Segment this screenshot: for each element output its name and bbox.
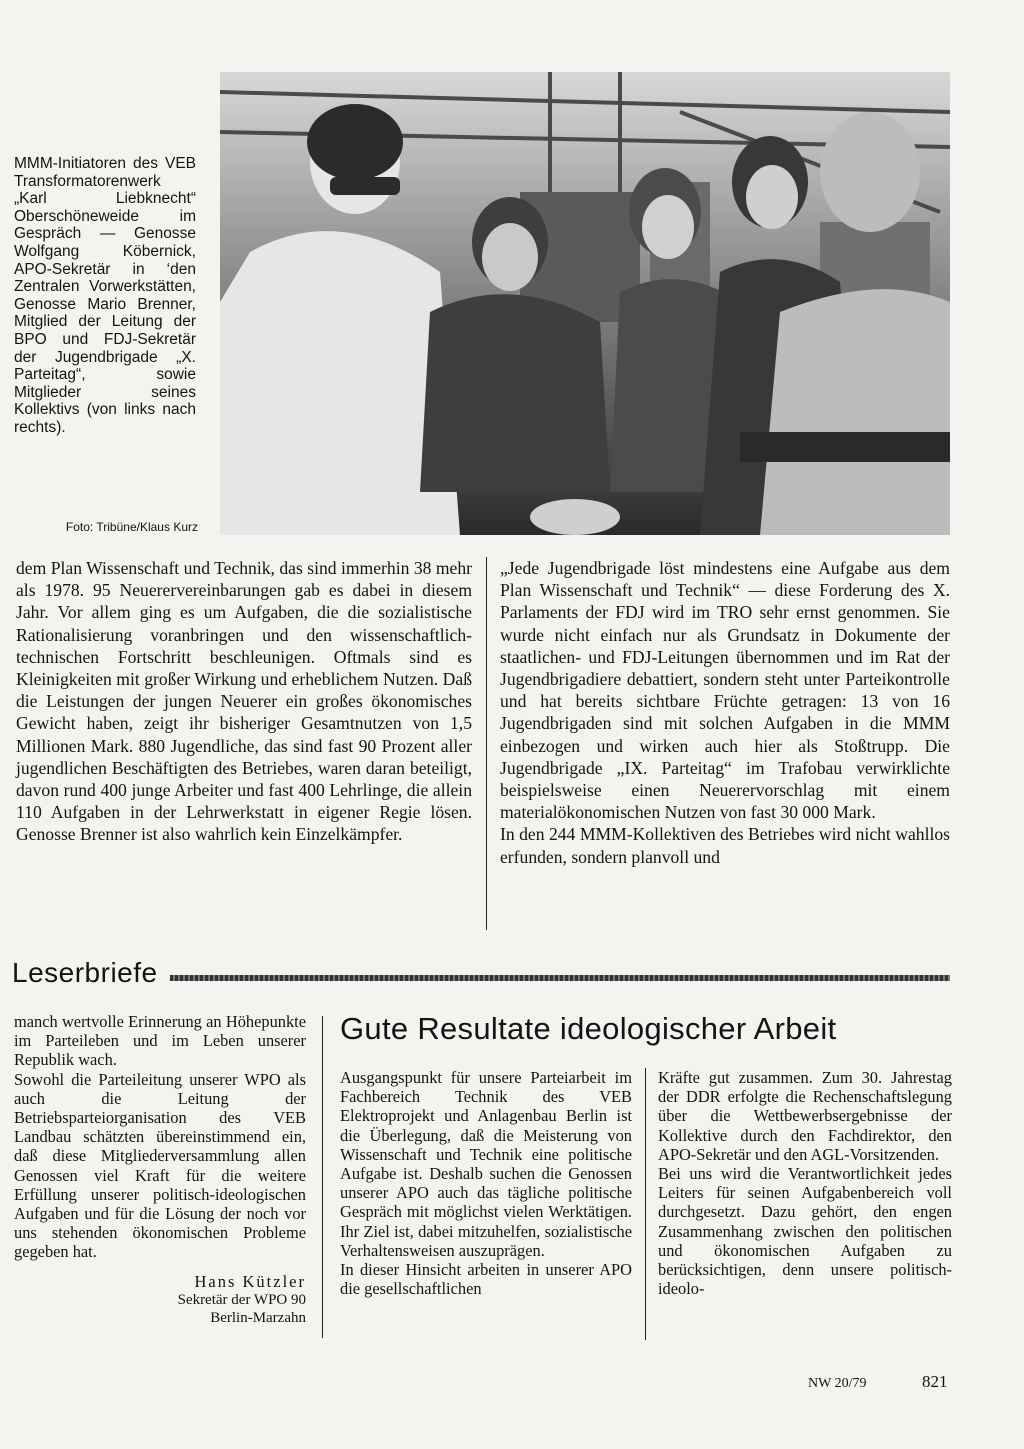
photo-caption: MMM-Initiatoren des VEB Transformatorenwerk „Karl Liebknecht“ Oberschöneweide im Gespräch — Genosse Wolfgang Köbernick, APO-Sekretär in ‘den Zentralen Vorwerkstätten, Genosse Mario Brenner, Mitglied der Leitung der BPO und FDJ-Sekretär der Jugendbrigade „X. Parteitag“, sowie Mitglieder seines Kollektivs (von links nach rechts). [14,155,196,436]
section-title: Leserbriefe [12,957,158,988]
column-divider [486,557,487,930]
photo-illustration [220,72,950,535]
story-paragraph: Kräfte gut zusammen. Zum 30. Jahrestag der DDR erfolgte die Rechenschaftslegung über die Wettbewerbsergebnisse der Kollektive durch den Fachdirektor, den APO-Sekretär und den AGL-Vorsitzenden. [658,1068,952,1164]
column-divider [322,1016,323,1338]
column-divider [645,1068,646,1340]
article-paragraph: „Jede Jugendbrigade löst mindestens eine Aufgabe aus dem Plan Wissenschaft und Technik“ — diese Forderung des X. Parlaments der FDJ wird im TRO sehr ernst genommen. Sie wurde nicht einfach nur als Grundsatz in Dokumente der staatlichen- und FDJ-Leitungen übernommen und im Rat der Jugendbrigadiere debattiert, sondern steht unter Parteikontrolle und hat bereits sichtbare Früchte getragen: 13 von 16 Jugendbrigaden sind mit solchen Aufgaben in die MMM einbezogen und wirken auch hier als Stoßtrupp. Die Jugendbrigade „IX. Parteitag“ im Trafobau verwirklichte beispielsweise einen Neuerervorschlag mit einem materialökonomischen Nutzen von fast 30 000 Mark. [500,558,950,823]
photo-credit: Foto: Tribüne/Klaus Kurz [65,520,198,534]
article-column-right [500,557,950,868]
letter-author-role [14,1292,306,1327]
story-headline: Gute Resultate ideologischer Arbeit [340,1011,837,1046]
story-column-left [340,1068,632,1298]
news-photo [220,72,950,535]
issue-label: NW 20/79 [808,1376,867,1391]
reader-letter [14,1012,306,1262]
article-paragraph: In den 244 MMM-Kollektiven des Betriebes wird nicht wahllos erfunden, sondern planvoll und [500,824,950,867]
story-paragraph: Ausgangspunkt für unsere Parteiarbeit im Fachbereich Technik des VEB Elektroprojekt und Anlagenbau Berlin ist die Überlegung, daß die Meisterung von Wissenschaft und Technik eine politische Aufgabe ist. Deshalb suchen die Genossen unserer APO auch das tägliche politische Gespräch mit möglichst vielen Werktätigen. Ihr Ziel ist, dabei mitzuhelfen, sozialistische Verhaltensweisen auszuprägen. [340,1068,632,1260]
author-role-line: Sekretär der WPO 90 [177,1292,306,1308]
author-location: Berlin-Marzahn [210,1309,306,1326]
section-rule [170,975,950,981]
story-paragraph: Bei uns wird die Verantwortlichkeit jedes Leiters für seinen Aufgabenbereich voll durchgesetzt. Dazu gehört, den engen Zusammenhang zwischen den politischen und ökonomischen Aufgaben zu berücksichtigen, denn unsere politisch-ideolo- [658,1164,952,1299]
letter-paragraph: manch wertvolle Erinnerung an Höhepunkte im Parteileben und im Leben unserer Republik wach. [14,1012,306,1070]
article-column-left [16,557,472,846]
story-column-right [658,1068,952,1298]
article-paragraph: dem Plan Wissenschaft und Technik, das sind immerhin 38 mehr als 1978. 95 Neuerervereinbarungen gab es dabei in diesem Jahr. Vor allem ging es um Aufgaben, die die sozialistische Rationalisierung voranbringen und den wissenschaftlich-technischen Fortschritt beschleunigen. Oftmals sind es Kleinigkeiten mit großer Wirkung und erheblichem Nutzen. Daß die Leistungen der jungen Neuerer ein großes ökonomisches Gewicht haben, zeigt ihr bisheriger Gesamtnutzen von 1,5 Millionen Mark. 880 Jugendliche, das sind fast 90 Prozent aller jugendlichen Beschäftigten des Betriebes, waren daran beteiligt, davon rund 400 junge Arbeiter und fast 400 Lehrlinge, die allein 110 Aufgaben in der Lehrwerkstatt in eigener Regie lösen. Genosse Brenner ist also wahrlich kein Einzelkämpfer. [16,558,472,845]
story-paragraph: In dieser Hinsicht arbeiten in unserer APO die gesellschaftlichen [340,1260,632,1299]
page-number: 821 [922,1372,948,1391]
letter-author: Hans Kützler [194,1272,306,1291]
letter-paragraph: Sowohl die Parteileitung unserer WPO als auch die Leitung der Betriebsparteiorganisation des VEB Landbau schätzten übereinstimmend ein, daß diese Mitgliederversammlung allen Genossen viel Kraft für die weitere Erfüllung unserer politisch-ideologischen Aufgaben und für die Lösung der noch vor uns stehenden ökonomischen Probleme gegeben hat. [14,1069,306,1262]
